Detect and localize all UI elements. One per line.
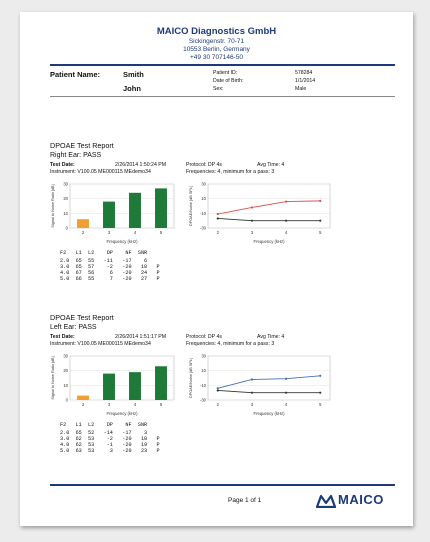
- x-tick-label: 4: [284, 402, 288, 407]
- dob-value: 1/1/2014: [295, 78, 316, 84]
- patient-first-name: John: [123, 84, 141, 93]
- patient-last-name: Smith: [123, 70, 144, 79]
- x-axis-label: Frequency (kHz): [106, 411, 138, 416]
- results-row: 2.0 65 55 -11 -17 6: [60, 258, 148, 264]
- y-tick-label: 10: [63, 382, 68, 388]
- instrument: Instrument: V100.05 ME000115 MEdemo34: [50, 169, 151, 175]
- data-point: [251, 220, 253, 222]
- data-point: [251, 378, 253, 380]
- data-point: [285, 201, 287, 203]
- results-row: 5.0 66 55 7 -20 27 P: [60, 276, 160, 282]
- frequencies: Frequencies: 4, minimum for a pass: 3: [186, 169, 275, 175]
- y-axis-label: Signal to Noise Ratio [dB]: [51, 184, 55, 228]
- series-line: [218, 201, 320, 214]
- frequencies: Frequencies: 4, minimum for a pass: 3: [186, 341, 275, 347]
- report-title: DPOAE Test Report: [50, 313, 114, 322]
- report-page: [20, 12, 413, 526]
- instrument: Instrument: V100.05 ME000115 MEdemo34: [50, 341, 151, 347]
- y-tick-label: -30: [199, 225, 206, 231]
- patient-rule: [50, 96, 395, 97]
- data-point: [285, 392, 287, 394]
- data-point: [217, 213, 219, 215]
- address-line-2: 10553 Berlin, Germany: [183, 46, 250, 53]
- x-tick-label: 4: [133, 402, 137, 407]
- patient-id-label: Patient ID:: [213, 70, 238, 76]
- bar: [155, 188, 167, 228]
- data-point: [319, 220, 321, 222]
- results-row: 4.0 62 53 -1 -20 19 P: [60, 442, 160, 448]
- test-date: 2/26/2014 1:50:24 PM: [115, 162, 167, 168]
- report-title: DPOAE Test Report: [50, 141, 114, 150]
- y-tick-label: 30: [201, 181, 206, 187]
- data-point: [319, 392, 321, 394]
- data-point: [319, 200, 321, 202]
- avg-time: Avg Time: 4: [257, 334, 285, 340]
- data-point: [217, 389, 219, 391]
- x-tick-label: 5: [319, 402, 322, 407]
- series-line: [218, 376, 320, 388]
- y-tick-label: 0: [65, 397, 68, 403]
- x-tick-label: 4: [133, 230, 137, 235]
- dob-label: Date of Birth:: [213, 78, 244, 84]
- patient-id-value: 578284: [295, 70, 313, 76]
- y-tick-label: -30: [199, 397, 206, 403]
- x-tick-label: 2: [81, 230, 85, 235]
- x-tick-label: 4: [284, 230, 288, 235]
- y-axis-label: DPOAE/Noise [dB SPL]: [189, 357, 193, 399]
- header-rule: [50, 64, 395, 66]
- y-tick-label: 10: [201, 368, 206, 374]
- x-tick-label: 2: [216, 230, 219, 235]
- sex-value: Male: [295, 86, 307, 92]
- bar: [103, 202, 115, 228]
- results-row: 3.0 62 53 -2 -20 18 P: [60, 436, 160, 442]
- data-point: [285, 220, 287, 222]
- ear-result: Left Ear: PASS: [50, 324, 97, 331]
- x-tick-label: 3: [250, 402, 254, 407]
- y-tick-label: 30: [63, 353, 68, 359]
- avg-time: Avg Time: 4: [257, 162, 285, 168]
- y-tick-label: 30: [201, 353, 206, 359]
- results-table-header: F2 L1 L2 DP NF SNR: [60, 422, 148, 428]
- results-row: 5.0 63 53 3 -20 23 P: [60, 448, 160, 454]
- test-date-label: Test Date:: [50, 162, 75, 168]
- footer-rule: [50, 484, 395, 486]
- series-line: [218, 218, 320, 220]
- y-tick-label: 0: [65, 225, 68, 231]
- bar: [129, 372, 141, 400]
- snr-bar-chart: [48, 352, 178, 416]
- results-row: 4.0 67 56 6 -20 24 P: [60, 270, 160, 276]
- y-tick-label: 10: [201, 196, 206, 202]
- data-point: [217, 387, 219, 389]
- series-line: [218, 390, 320, 392]
- x-axis-label: Frequency (kHz): [253, 411, 285, 416]
- x-tick-label: 3: [107, 402, 111, 407]
- y-axis-label: DPOAE/Noise [dB SPL]: [189, 185, 193, 227]
- plot-frame: [208, 356, 330, 400]
- y-tick-label: 20: [63, 196, 68, 202]
- plot-frame: [208, 184, 330, 228]
- data-point: [217, 217, 219, 219]
- x-tick-label: 5: [159, 230, 163, 235]
- test-date: 2/26/2014 1:51:17 PM: [115, 334, 167, 340]
- address-line-3: +49 30 707146-50: [190, 54, 243, 61]
- bar: [155, 366, 167, 400]
- company-name: MAICO Diagnostics GmbH: [156, 26, 277, 37]
- test-date-label: Test Date:: [50, 334, 75, 340]
- address-line-1: Sickingenstr. 70-71: [188, 38, 245, 45]
- x-axis-label: Frequency (kHz): [106, 239, 138, 244]
- y-tick-label: 20: [63, 368, 68, 374]
- data-point: [319, 375, 321, 377]
- x-tick-label: 2: [216, 402, 219, 407]
- x-tick-label: 2: [81, 402, 85, 407]
- protocol: Protocol: DP 4s: [186, 334, 222, 340]
- x-axis-label: Frequency (kHz): [253, 239, 285, 244]
- dpoae-line-chart: [186, 180, 334, 244]
- data-point: [251, 206, 253, 208]
- data-point: [285, 378, 287, 380]
- bar: [129, 193, 141, 228]
- dpoae-line-chart: [186, 352, 334, 416]
- snr-bar-chart: [48, 180, 178, 244]
- patient-name-label: Patient Name:: [50, 70, 101, 79]
- x-tick-label: 5: [159, 402, 163, 407]
- results-table-header: F2 L1 L2 DP NF SNR: [60, 250, 148, 256]
- sex-label: Sex:: [213, 86, 224, 92]
- bar: [103, 374, 115, 400]
- y-tick-label: -10: [199, 210, 206, 216]
- y-tick-label: 30: [63, 181, 68, 187]
- data-point: [251, 392, 253, 394]
- y-tick-label: -10: [199, 382, 206, 388]
- bar: [77, 396, 89, 400]
- x-tick-label: 3: [107, 230, 111, 235]
- maico-logo-text: MAICO: [338, 492, 384, 507]
- results-row: 3.0 65 57 -2 -20 18 P: [60, 264, 160, 270]
- results-row: 2.0 65 52 -14 -17 3: [60, 430, 148, 436]
- page-number: Page 1 of 1: [228, 497, 262, 504]
- maico-logo-icon: [316, 494, 336, 508]
- protocol: Protocol: DP 4s: [186, 162, 222, 168]
- bar: [77, 219, 89, 228]
- y-tick-label: 10: [63, 210, 68, 216]
- x-tick-label: 3: [250, 230, 254, 235]
- y-axis-label: Signal to Noise Ratio [dB]: [51, 356, 55, 400]
- ear-result: Right Ear: PASS: [50, 152, 102, 159]
- x-tick-label: 5: [319, 230, 322, 235]
